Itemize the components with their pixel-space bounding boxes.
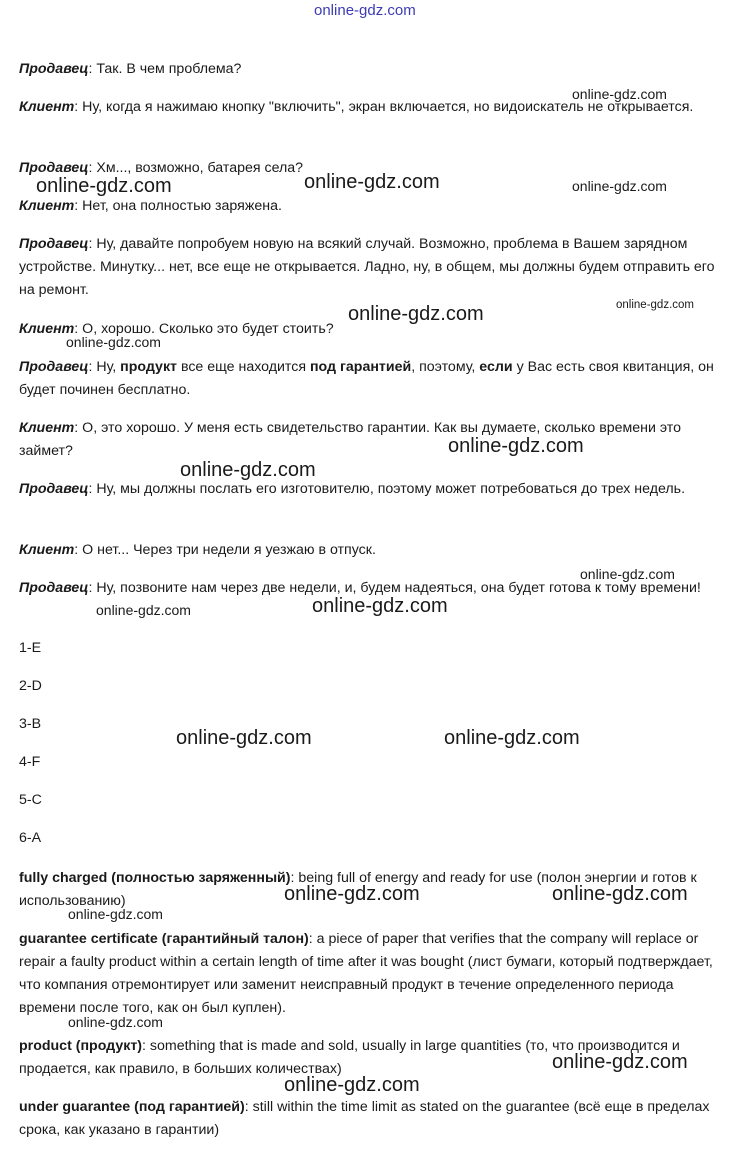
dialogue-line: Продавец: Ну, продукт все еще находится под гарантией, поэтому, если у Вас есть своя квитанция, он будет починен бесплатно.	[19, 359, 714, 398]
watermark: online-gdz.com	[96, 602, 191, 618]
dialogue-line: Продавец: Ну, позвоните нам через две недели, и, будем надеяться, она будет готова к тому времени!	[19, 580, 701, 596]
dialogue-line: Продавец: Ну, давайте попробуем новую на всякий случай. Возможно, проблема в Вашем зарядном устройстве. Минутку... нет, все еще не открывается. Ладно, ну, в общем, мы должны будем отправить его на ремонт.	[19, 236, 715, 298]
dialogue-line: Продавец: Ну, мы должны послать его изготовителю, поэтому может потребоваться до трех недель.	[19, 481, 686, 497]
watermark: online-gdz.com	[572, 178, 667, 194]
dialogue-line: Продавец: Хм..., возможно, батарея села?	[19, 160, 304, 176]
dialogue-line: Клиент: О нет... Через три недели я уезжаю в отпуск.	[19, 542, 376, 558]
watermark: online-gdz.com	[444, 727, 580, 749]
watermark: online-gdz.com	[36, 175, 172, 197]
answer-item: 6-A	[19, 830, 42, 846]
watermark: online-gdz.com	[68, 906, 163, 922]
answer-item: 3-B	[19, 716, 42, 732]
watermark: online-gdz.com	[448, 435, 584, 457]
answer-item: 5-C	[19, 792, 42, 808]
watermark: online-gdz.com	[616, 299, 694, 311]
header-watermark: online-gdz.com	[314, 2, 416, 19]
dialogue-line: Продавец: Так. В чем проблема?	[19, 61, 242, 77]
glossary-entry: under guarantee (под гарантией): still within the time limit as stated on the guarantee (всё еще в пределах срока, как указано в гарантии)	[19, 1099, 710, 1138]
watermark: online-gdz.com	[552, 1051, 688, 1073]
watermark: online-gdz.com	[284, 883, 420, 905]
watermark: online-gdz.com	[176, 727, 312, 749]
dialogue-line: Клиент: О, это хорошо. У меня есть свидетельство гарантии. Как вы думаете, сколько времени это займет?	[19, 420, 682, 459]
watermark: online-gdz.com	[180, 459, 316, 481]
watermark: online-gdz.com	[284, 1074, 420, 1096]
glossary-entry: fully charged (полностью заряженный): being full of energy and ready for use (полон энергии и готов к использованию)	[19, 870, 697, 909]
dialogue-line: Клиент: Нет, она полностью заряжена.	[19, 198, 282, 214]
dialogue-line: Клиент: Ну, когда я нажимаю кнопку "включить", экран включается, но видоискатель не открывается.	[19, 99, 694, 115]
watermark: online-gdz.com	[304, 171, 440, 193]
watermark: online-gdz.com	[572, 86, 667, 102]
watermark: online-gdz.com	[312, 595, 448, 617]
glossary-entry: product (продукт): something that is made and sold, usually in large quantities (то, что производится и продается, как правило, в больших количествах)	[19, 1038, 680, 1077]
watermark: online-gdz.com	[580, 566, 675, 582]
watermark: online-gdz.com	[68, 1014, 163, 1030]
watermark: online-gdz.com	[66, 334, 161, 350]
answer-item: 2-D	[19, 678, 42, 694]
answer-item: 4-F	[19, 754, 41, 770]
watermark: online-gdz.com	[552, 883, 688, 905]
watermark: online-gdz.com	[348, 303, 484, 325]
glossary-entry: guarantee certificate (гарантийный талон): a piece of paper that verifies that the company will replace or repair a faulty product within a certain length of time after it was bought (лист бумаги, который подтверждает, что компания отремонтирует или заменит неисправный продукт в течение определенного периода времени после того, как он был куплен).	[19, 931, 713, 1016]
dialogue-line: Клиент: О, хорошо. Сколько это будет стоить?	[19, 321, 334, 337]
answer-item: 1-E	[19, 640, 42, 656]
